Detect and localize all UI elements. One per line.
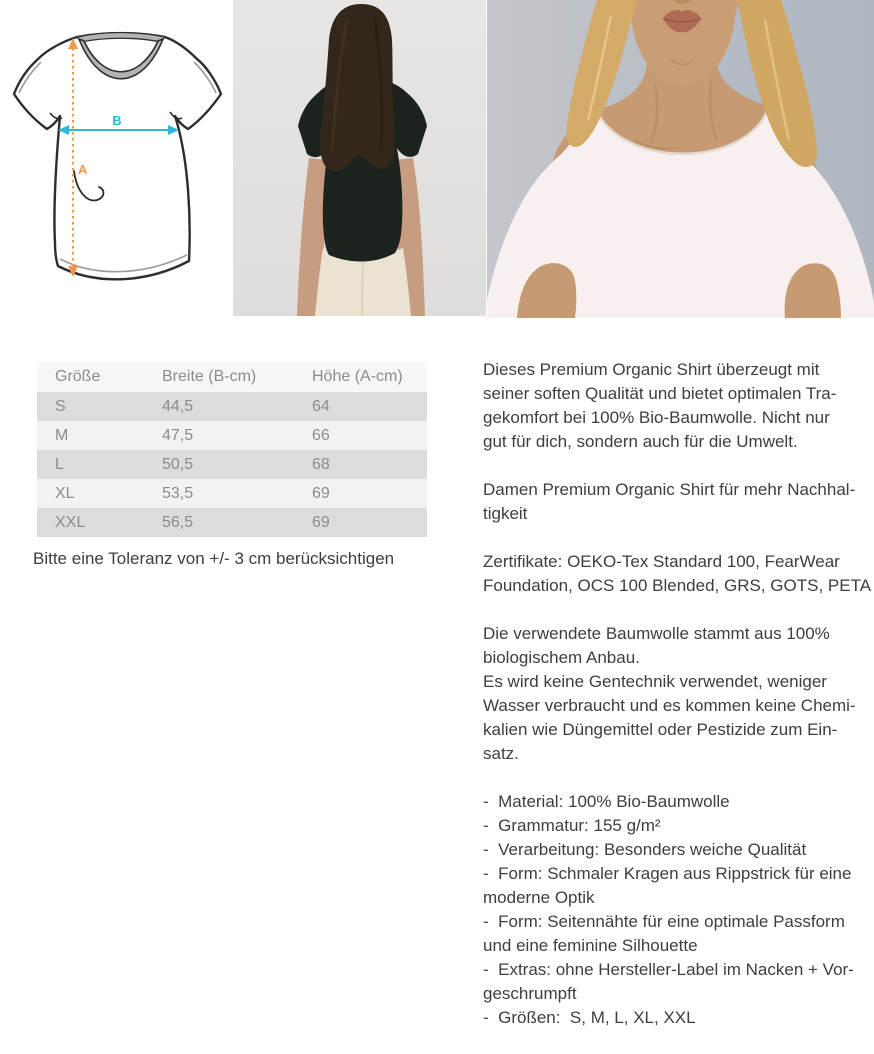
- table-row-m: [37, 421, 427, 450]
- description-line: seiner soften Qualität und bietet optimalen Tra-: [483, 384, 837, 403]
- description-line: Wasser verbraucht und es kommen keine Chemi-: [483, 696, 856, 715]
- description-line: Es wird keine Gentechnik verwendet, weniger: [483, 672, 827, 691]
- size-cell: S: [37, 392, 162, 421]
- t-shirt-outline: [14, 33, 221, 280]
- description-line: kalien wie Düngemittel oder Pestizide zum Ein-: [483, 720, 838, 739]
- description-line: gut für dich, sondern auch für die Umwelt.: [483, 432, 798, 451]
- description-line: biologischem Anbau.: [483, 648, 640, 667]
- breite-cell: 53,5: [162, 479, 312, 508]
- width-label: B: [112, 113, 122, 128]
- feature-line: - Grammatur: 155 g/m²: [483, 816, 661, 835]
- description-line: Dieses Premium Organic Shirt überzeugt mit: [483, 360, 820, 379]
- table-row-xl: [37, 479, 427, 508]
- feature-line: - Material: 100% Bio-Baumwolle: [483, 792, 730, 811]
- size-cell: XL: [37, 479, 162, 508]
- table-row-xxl: [37, 508, 427, 537]
- size-diagram-image: [0, 0, 232, 330]
- hoehe-cell: 69: [312, 508, 427, 537]
- description-line: Zertifikate: OEKO-Tex Standard 100, FearWear: [483, 552, 840, 571]
- breite-cell: 56,5: [162, 508, 312, 537]
- tolerance-note: Bitte eine Toleranz von +/- 3 cm berücksichtigen: [33, 549, 395, 568]
- feature-line: - Verarbeitung: Besonders weiche Qualität: [483, 840, 807, 859]
- size-cell: XXL: [37, 508, 162, 537]
- feature-line: geschrumpft: [483, 984, 577, 1003]
- description-line: Foundation, OCS 100 Blended, GRS, GOTS, PETA: [483, 576, 872, 595]
- hoehe-cell: 64: [312, 392, 427, 421]
- description-line: Die verwendete Baumwolle stammt aus 100%: [483, 624, 830, 643]
- description-line: gekomfort bei 100% Bio-Baumwolle. Nicht nur: [483, 408, 830, 427]
- description-paragraph: [483, 358, 874, 454]
- description-paragraph: [483, 550, 874, 598]
- model-front-photo: [487, 0, 874, 318]
- description-paragraph: [483, 622, 874, 766]
- feature-line: - Form: Seitennähte für eine optimale Passform: [483, 912, 845, 931]
- breite-cell: 44,5: [162, 392, 312, 421]
- breite-cell: 47,5: [162, 421, 312, 450]
- description-line: tigkeit: [483, 504, 528, 523]
- hoehe-cell: 68: [312, 450, 427, 479]
- hoehe-cell: 66: [312, 421, 427, 450]
- table-row-s: [37, 392, 427, 421]
- column-header-hoehe: Höhe (A-cm): [312, 362, 427, 392]
- feature-line: - Extras: ohne Hersteller-Label im Nacken + Vor-: [483, 960, 854, 979]
- breite-cell: 50,5: [162, 450, 312, 479]
- description-line: Damen Premium Organic Shirt für mehr Nachhal-: [483, 480, 856, 499]
- product-description: [483, 358, 874, 1054]
- size-cell: L: [37, 450, 162, 479]
- size-table-header-row: [37, 362, 427, 392]
- description-line: satz.: [483, 744, 519, 763]
- model-back-photo: [233, 0, 486, 316]
- description-paragraph: [483, 478, 874, 526]
- column-header-groesse: Größe: [37, 362, 162, 392]
- feature-line: - Form: Schmaler Kragen aus Rippstrick für eine: [483, 864, 852, 883]
- feature-line: und eine feminine Silhouette: [483, 936, 698, 955]
- description-feature-list: [483, 790, 874, 1030]
- column-header-breite: Breite (B-cm): [162, 362, 312, 392]
- size-table: [37, 362, 427, 537]
- size-cell: M: [37, 421, 162, 450]
- height-label: A: [78, 162, 88, 177]
- table-row-l: [37, 450, 427, 479]
- feature-line: moderne Optik: [483, 888, 595, 907]
- feature-line: - Größen: S, M, L, XL, XXL: [483, 1008, 696, 1027]
- hoehe-cell: 69: [312, 479, 427, 508]
